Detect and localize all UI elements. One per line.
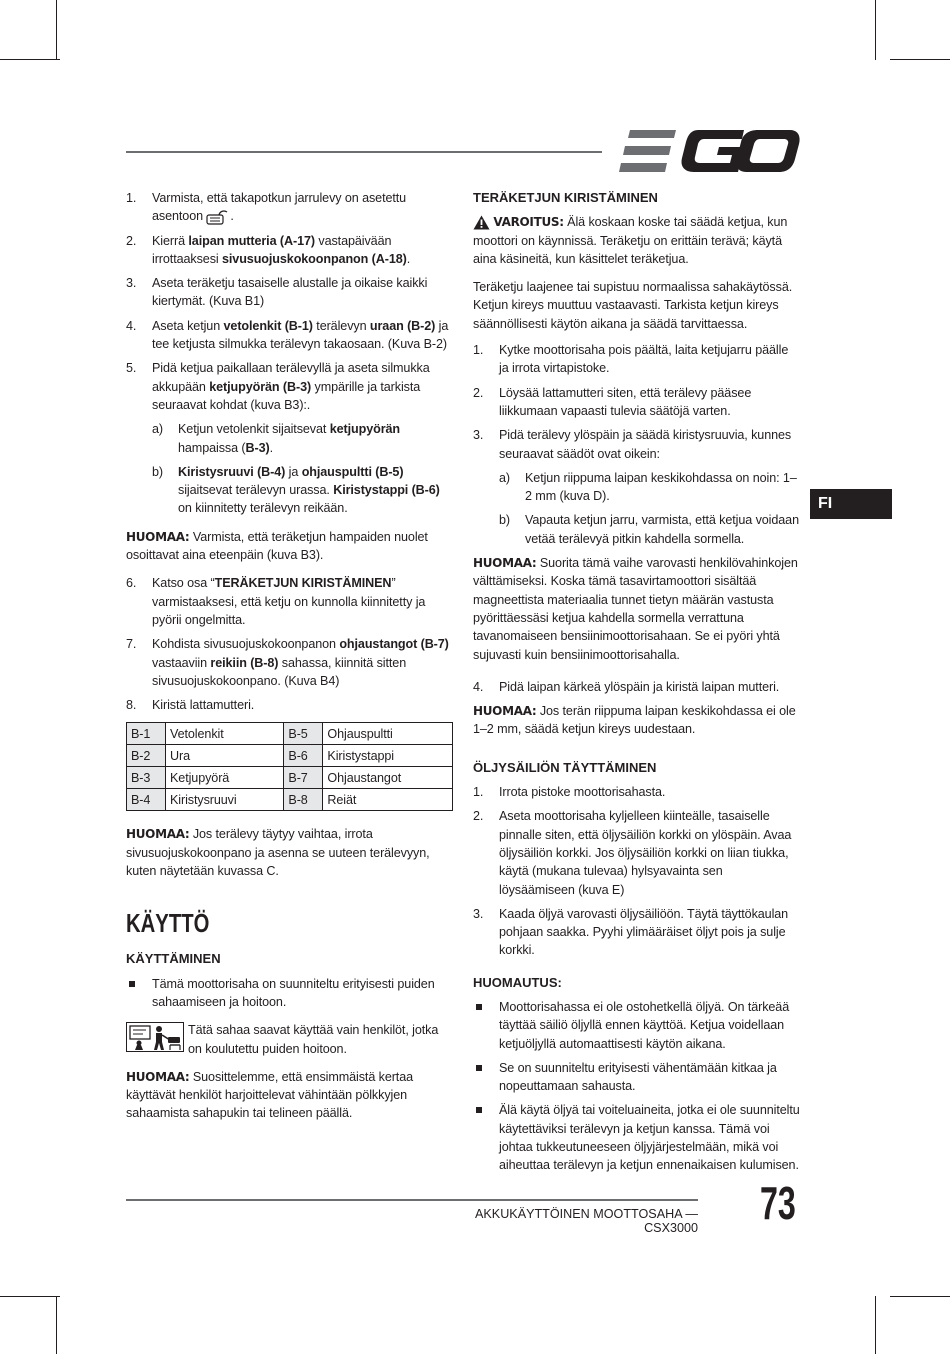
list-item: [473, 1059, 801, 1096]
list-number: 7.: [126, 637, 137, 652]
note-label: HUOMAA:: [126, 827, 190, 842]
part-code-cell: B-7: [284, 767, 323, 789]
text-run: Katso osa “: [152, 576, 215, 591]
list-number: 3.: [473, 428, 484, 443]
text-run: Kohdista sivusuojuskokoonpanon: [152, 637, 340, 652]
right-column: [473, 189, 801, 1181]
list-item-text: [152, 191, 406, 223]
list-item: [473, 998, 801, 1053]
chain-brake-lever-icon: [206, 209, 230, 225]
part-code-cell: B-6: [284, 745, 323, 767]
text-run: Kierrä: [152, 233, 189, 248]
note-text: Varmista, että teräketjun hampaiden nuolet osoittavat aina eteenpäin (kuva B3).: [126, 529, 428, 563]
text-run: hampaissa (: [178, 440, 246, 455]
list-item-text: Pidä terälevy ylöspäin ja säädä kiristysruuvia, kunnes seuraavat säädöt ovat oikein:: [499, 428, 792, 461]
tension-steps: [473, 341, 801, 463]
warning-label: VAROITUS:: [493, 215, 564, 230]
list-item: [126, 635, 454, 690]
text-run: ja: [285, 464, 302, 479]
text-run: Ketjun vetolenkit sijaitsevat: [178, 422, 330, 437]
list-number: 1.: [473, 343, 484, 358]
bold-text: uraan (B-2): [369, 318, 436, 333]
list-item: [473, 783, 801, 801]
sub-list-item: [499, 511, 801, 548]
list-item: [473, 1101, 801, 1174]
part-name-cell: Reiät: [323, 789, 453, 811]
list-item: [126, 975, 454, 1012]
list-number: 2.: [473, 385, 484, 400]
list-number: 5.: [126, 361, 137, 376]
list-item-text: Kaada öljyä varovasti öljysäiliöön. Täytä täyttökaulan pohjaan saakka. Pyyhi ylimääräiset öljyt pois ja sulje korkki.: [499, 906, 789, 958]
bold-text: B-3): [245, 440, 270, 455]
list-item-text: [178, 465, 440, 516]
remarks-list: [473, 998, 801, 1175]
part-name-cell: Ohjauspultti: [323, 723, 453, 745]
crop-mark: [875, 1296, 876, 1354]
list-item-text: Vapauta ketjun jarru, varmista, että ketjua voidaan vetää terälevyä pitkin kahdella sormella.: [525, 513, 799, 546]
crop-mark: [56, 1296, 57, 1354]
list-item-text: [152, 698, 254, 712]
note: [126, 1068, 454, 1123]
bold-text: laipan mutteria (A-17): [188, 233, 315, 248]
text-run: Aseta teräketju tasaiselle alustalle ja oikaise kaikki kiertymät. (Kuva B1): [152, 276, 428, 309]
text-run: sijaitsevat terälevyn urassa.: [178, 483, 334, 498]
list-number: 2.: [473, 809, 484, 824]
list-number: a): [152, 422, 163, 437]
list-number: 6.: [126, 576, 137, 591]
list-item: [126, 696, 454, 714]
note-text: Suorita tämä vaihe varovasti henkilövahinkojen välttämiseksi. Koska tämä tasavirtamoottori sisältää magneettista materiaalia tunnet tietyn määrän vastusta pyörittäessäsi ketjua kahdella sormella verrattuna tavanomaiseen bensiinimoottorisahaan. Se ei pyöri yhtä sujuvasti kuin bensiinimoottorisahalla.: [473, 556, 798, 662]
note: [126, 528, 454, 565]
crop-mark: [0, 59, 60, 60]
text-run: .: [269, 440, 273, 455]
list-item-text: Älä käytä öljyä tai voiteluaineita, jotka ei ole suunniteltu käytettäviksi terälevyn ja ketjun kanssa. Tämä voi johtaa tukkeutuneeseen öljyjärjestelmään, mikä voi aiheuttaa terälevyn ja ketjun ennenaikaisen kulumisen.: [499, 1103, 800, 1173]
footer-title: AKKUKÄYTTÖINEN MOOTTOSAHA — CSX3000: [475, 1207, 698, 1235]
part-code-cell: B-5: [284, 723, 323, 745]
list-item-text: Ketjun riippuma laipan keskikohdassa on noin: 1–2 mm (kuva D).: [525, 470, 797, 504]
warning-text: Älä koskaan koske tai säädä ketjua, kun moottori on käynnissä. Teräketju on erittäin terävä; käytä aina käsineitä, kun käsittelet teräketjua.: [473, 215, 788, 266]
part-name-cell: Ura: [166, 745, 284, 767]
list-item-text: Moottorisahassa ei ole ostohetkellä öljyä. On tärkeää täyttää säiliö öljyllä ennen käyttöä. Ketjua voidellaan ketjuöljyllä automaattisesti käytön aikana.: [499, 999, 790, 1051]
oil-steps: [473, 783, 801, 960]
note-text: Jos terän riippuma laipan keskikohdassa ei ole 1–2 mm, säädä ketjun kireys uudestaan.: [473, 704, 796, 737]
list-item-text: Löysää lattamutteri siten, että terälevy pääsee liikkumaan vapaasti tulevia säätöjä varten.: [499, 385, 752, 418]
assembly-steps: [126, 189, 454, 414]
assembly-steps-continued: [126, 574, 454, 714]
bold-text: ketjupyörän: [329, 422, 400, 437]
part-code-cell: B-3: [127, 767, 166, 789]
bold-text: vetolenkit (B-1): [223, 318, 313, 333]
list-item: [126, 574, 454, 629]
list-number: 8.: [126, 698, 137, 713]
note: [473, 702, 801, 739]
bullet-icon: [476, 1065, 482, 1071]
page-number: 73: [760, 1177, 796, 1229]
part-name-cell: Ketjupyörä: [166, 767, 284, 789]
subsection-title: ÖLJYSÄILIÖN TÄYTTÄMINEN: [473, 759, 657, 775]
table-row: [127, 745, 453, 767]
bold-text: Kiristysruuvi (B-4): [178, 464, 286, 479]
section-title: KÄYTTÖ: [126, 908, 210, 939]
list-item-text: [152, 234, 410, 266]
text-run: Kiristä lattamutteri.: [152, 698, 255, 713]
bold-text: reikiin (B-8): [210, 655, 279, 670]
list-item: [126, 359, 454, 414]
text-run: ympärille ja tarkista seuraavat kohdat (kuva B3):.: [152, 379, 421, 412]
crop-mark: [875, 0, 876, 60]
trained-operator-icon: [126, 1022, 184, 1052]
list-number: 3.: [473, 906, 484, 921]
text-run: Pidä ketjua paikallaan terälevyllä ja aseta silmukka akkupään: [152, 361, 430, 394]
part-code-cell: B-8: [284, 789, 323, 811]
note-label: HUOMAA:: [126, 1069, 190, 1084]
text-run: .: [230, 209, 234, 224]
bold-text: ohjaustangot (B-7): [339, 637, 449, 652]
subsection-title: TERÄKETJUN KIRISTÄMINEN: [473, 190, 658, 205]
crop-mark: [890, 59, 950, 60]
crop-mark: [56, 0, 57, 60]
list-item: [126, 274, 454, 311]
list-item-text: [152, 319, 448, 351]
text-run: vastapäivään irrottaaksesi: [152, 233, 392, 266]
crop-mark: [890, 1296, 950, 1297]
list-item-text: [152, 276, 427, 308]
note-text: Jos terälevy täytyy vaihtaa, irrota sivusuojuskokoonpano ja asenna se uuteen terälevyyn, kuten näytetään kuvassa C.: [126, 827, 430, 879]
list-item: [126, 232, 454, 269]
text-run: ” varmistaaksesi, että ketju on kunnolla kiinnitetty ja pyörii ongelmitta.: [152, 576, 426, 627]
part-name-cell: Kiristystappi: [323, 745, 453, 767]
bold-text: ohjauspultti (B-5): [301, 464, 404, 479]
list-item: [473, 678, 801, 696]
list-item-text: [152, 637, 449, 688]
list-item: [473, 384, 801, 421]
language-tab: FI: [810, 489, 892, 519]
list-number: 3.: [126, 276, 137, 291]
list-item-text: Se on suunniteltu erityisesti vähentämään kitkaa ja nopeuttamaan sahausta.: [499, 1060, 777, 1094]
part-code-cell: B-2: [127, 745, 166, 767]
bullet-icon: [476, 1004, 482, 1010]
list-number: 1.: [473, 785, 484, 800]
list-item-text: [152, 361, 430, 412]
table-row: [127, 789, 453, 811]
list-item: [473, 426, 801, 463]
header-rule: [126, 151, 602, 153]
list-item-text: Kytke moottorisaha pois päältä, laita ketjujarru päälle ja irrota virtapistoke.: [499, 343, 789, 376]
bold-text: ketjupyörän (B-3): [209, 379, 312, 394]
note-label: HUOMAA:: [126, 529, 190, 544]
list-item: [126, 189, 454, 226]
bullet-icon: [129, 981, 135, 987]
text-run: sahassa, kiinnitä sitten sivusuojuskokoonpano. (Kuva B4): [152, 655, 407, 688]
text-run: on kiinnitetty terälevyn reikään.: [178, 501, 348, 516]
bold-text: sivusuojuskokoonpanon (A-18): [222, 251, 407, 266]
warning: [473, 213, 801, 268]
ego-logo: [618, 128, 800, 174]
left-column: [126, 189, 454, 1133]
part-name-cell: Vetolenkit: [166, 723, 284, 745]
list-item-text: [178, 422, 400, 454]
bullet-icon: [476, 1107, 482, 1113]
bold-text: Kiristystappi (B-6): [333, 483, 440, 498]
list-item: [473, 807, 801, 898]
list-item-text: Tämä moottorisaha on suunniteltu erityisesti puiden sahaamiseen ja hoitoon.: [152, 976, 435, 1009]
sub-list-item: [499, 469, 801, 506]
tension-substeps: [473, 469, 801, 548]
footer-rule: [126, 1199, 698, 1201]
list-item: [473, 341, 801, 378]
bold-text: TERÄKETJUN KIRISTÄMINEN: [214, 576, 392, 591]
note-label: HUOMAA:: [473, 556, 537, 571]
table-row: [127, 767, 453, 789]
list-number: b): [152, 464, 163, 479]
crop-mark: [0, 1296, 60, 1297]
text-run: .: [406, 251, 411, 266]
note: [473, 554, 801, 664]
list-item-text: Pidä laipan kärkeä ylöspäin ja kiristä laipan mutteri.: [499, 679, 780, 694]
pictogram-text: Tätä sahaa saavat käyttää vain henkilöt, jotka on koulutettu puiden hoitoon.: [188, 1023, 439, 1056]
text-run: vastaaviin: [152, 655, 211, 670]
list-number: 4.: [126, 318, 137, 333]
list-item-text: Aseta moottorisaha kyljelleen kiinteälle, tasaiselle pinnalle siten, että öljysäiliön korkki on ylöspäin. Avaa öljysäiliön korkki. Jos öljysäiliön korkki on liian tiukka, käytä (mukana tulevaa) hylsyavainta sen löysäämiseen (kuva E): [499, 809, 792, 897]
part-name-cell: Kiristysruuvi: [166, 789, 284, 811]
part-name-cell: Ohjaustangot: [323, 767, 453, 789]
subsection-title: HUOMAUTUS:: [473, 974, 562, 990]
list-number: b): [499, 513, 510, 528]
list-number: 2.: [126, 233, 137, 248]
list-number: 4.: [473, 679, 484, 694]
text-run: terälevyn: [312, 318, 370, 333]
list-number: a): [499, 470, 510, 485]
paragraph: Teräketju laajenee tai supistuu normaalissa sahakäytössä. Ketjun kireys muuttuu vastaavasti. Tarkista ketjun kireys säännöllisesti käytön aikana ja säädä tarvittaessa.: [473, 280, 793, 331]
list-item-text: Irrota pistoke moottorisahasta.: [499, 785, 666, 800]
text-run: ja tee ketjusta silmukka terälevyn takaosaan. (Kuva B-2): [152, 318, 449, 352]
assembly-substeps: [126, 420, 454, 517]
table-row: [127, 723, 453, 745]
list-number: 1.: [126, 191, 137, 205]
note-text: Suosittelemme, että ensimmäistä kertaa käyttävät henkilöt harjoittelevat vähintään pölkkyjen sahaamista sahapukin tai telineen päällä.: [126, 1069, 414, 1121]
part-code-cell: B-4: [127, 789, 166, 811]
list-item: [473, 905, 801, 960]
part-code-cell: B-1: [127, 723, 166, 745]
text-run: Varmista, että takapotkun jarrulevy on asetettu asentoon: [152, 191, 407, 224]
subsection-title: KÄYTTÄMINEN: [126, 951, 221, 967]
list-item: [126, 317, 454, 354]
sub-list-item: [152, 420, 454, 457]
note-label: HUOMAA:: [473, 704, 537, 719]
sub-list-item: [152, 463, 454, 518]
list-item-text: [152, 576, 425, 627]
text-run: Aseta ketjun: [152, 318, 224, 333]
warning-triangle-icon: [473, 215, 490, 230]
note: [126, 825, 454, 880]
training-pictogram-row: [126, 1021, 454, 1058]
parts-table: [126, 722, 453, 811]
